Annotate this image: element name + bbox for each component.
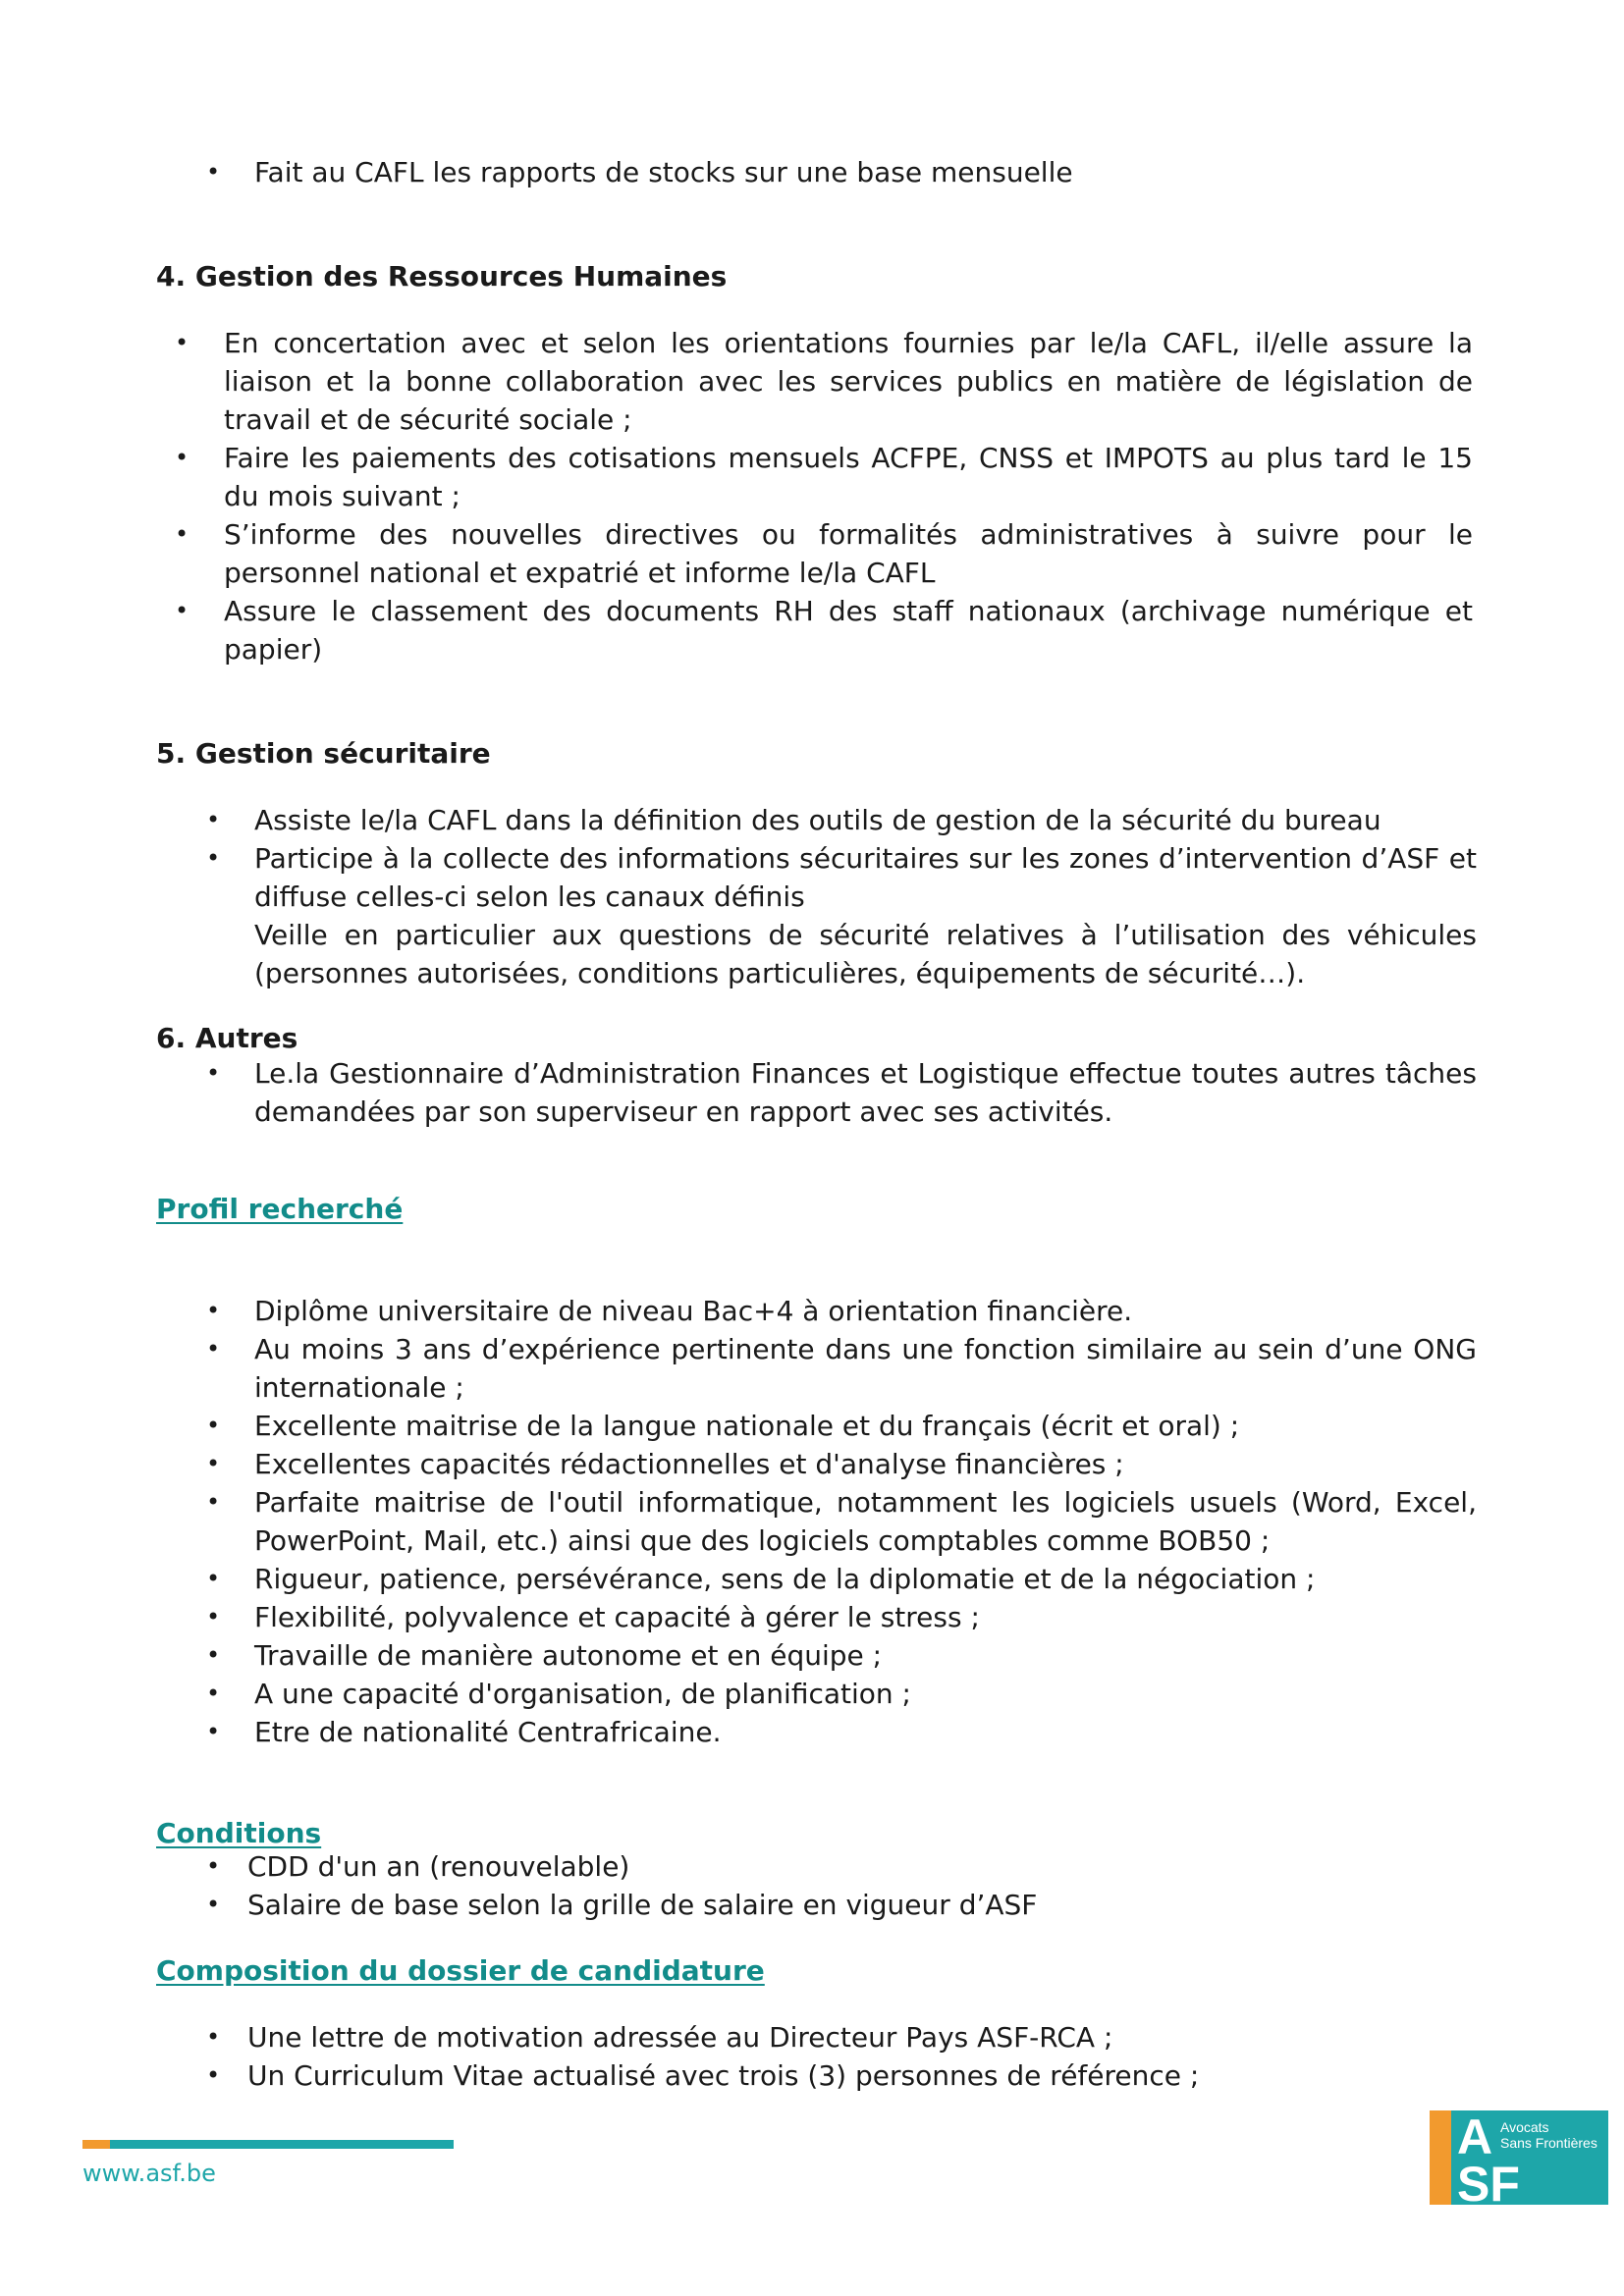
conditions-list [0, 1847, 1624, 1924]
list-item: • S’informe des nouvelles directives ou formalités administratives à suivre pour le personnel national et expatrié et informe le/la CAFL [0, 515, 1624, 592]
list-item: • Assure le classement des documents RH des staff nationaux (archivage numérique et papier) [0, 592, 1624, 668]
bullet-icon: • [206, 2023, 221, 2051]
bullet-icon: • [206, 1891, 221, 1918]
logo-sans-frontieres-text: Sans Frontières [1500, 2135, 1597, 2151]
list-item: • Diplôme universitaire de niveau Bac+4 à orientation financière. [0, 1292, 1624, 1330]
list-item: • Rigueur, patience, persévérance, sens de la diplomatie et de la négociation ; [0, 1560, 1624, 1598]
logo-avocats-text: Avocats [1500, 2119, 1549, 2135]
bullet-icon: • [206, 1852, 221, 1880]
bullet-icon: • [206, 1450, 221, 1477]
list-item: • Une lettre de motivation adressée au Directeur Pays ASF-RCA ; [0, 2018, 1624, 2056]
bullet-icon: • [206, 2061, 221, 2089]
list-item: • Excellentes capacités rédactionnelles et d'analyse financières ; [0, 1445, 1624, 1483]
list-item: • Fait au CAFL les rapports de stocks sur une base mensuelle [0, 153, 1624, 191]
list-item: • Excellente maitrise de la langue nationale et du français (écrit et oral) ; [0, 1407, 1624, 1445]
list-item: • Parfaite maitrise de l'outil informatique, notamment les logiciels usuels (Word, Excel, PowerPoint, Mail, etc.) ainsi que des logiciels comptables comme BOB50 ; [0, 1483, 1624, 1560]
bullet-icon: • [206, 1059, 221, 1087]
dossier-list [0, 2018, 1624, 2095]
bullet-icon: • [206, 1641, 221, 1669]
footer-bar-orange [82, 2140, 110, 2149]
bullet-icon: • [206, 1412, 221, 1439]
list-item: • En concertation avec et selon les orientations fournies par le/la CAFL, il/elle assure la liaison et la bonne collaboration avec les services publics en matière de législation de travail et de sécurité sociale ; [0, 324, 1624, 439]
bullet-icon: • [206, 1297, 221, 1324]
list-item-continuation: Veille en particulier aux questions de sécurité relatives à l’utilisation des véhicules (personnes autorisées, conditions particulières, équipements de sécurité…). [254, 919, 1477, 989]
bullet-icon: • [206, 844, 221, 872]
bullet-icon: • [175, 444, 189, 471]
stock-report-list [0, 153, 1624, 191]
list-item: • Travaille de manière autonome et en équipe ; [0, 1636, 1624, 1675]
footer-website-link[interactable]: www.asf.be [82, 2160, 216, 2187]
list-item: • Salaire de base selon la grille de salaire en vigueur d’ASF [0, 1886, 1624, 1924]
section-5-list [0, 801, 1624, 992]
list-item: • Assiste le/la CAFL dans la définition des outils de gestion de la sécurité du bureau [0, 801, 1624, 839]
bullet-icon: • [206, 1488, 221, 1516]
section-5-heading: 5. Gestion sécuritaire [156, 737, 491, 770]
section-6-heading: 6. Autres [156, 1022, 298, 1054]
section-4-heading: 4. Gestion des Ressources Humaines [156, 260, 728, 293]
profile-list [0, 1292, 1624, 1751]
list-item: • Flexibilité, polyvalence et capacité à gérer le stress ; [0, 1598, 1624, 1636]
list-item: • Participe à la collecte des informations sécuritaires sur les zones d’intervention d’ASF et diffuse celles-ci selon les canaux définis [0, 839, 1624, 916]
bullet-icon: • [175, 520, 189, 548]
section-6-list [0, 1054, 1624, 1131]
logo-letter-a: A [1457, 2110, 1493, 2164]
list-item: • A une capacité d'organisation, de planification ; [0, 1675, 1624, 1713]
list-item: • Le.la Gestionnaire d’Administration Finances et Logistique effectue toutes autres tâches demandées par son superviseur en rapport avec ses activités. [0, 1054, 1624, 1131]
bullet-icon: • [206, 1718, 221, 1745]
bullet-icon: • [206, 806, 221, 833]
bullet-icon: • [206, 158, 221, 186]
dossier-heading: Composition du dossier de candidature [156, 1954, 765, 1987]
list-item: • Etre de nationalité Centrafricaine. [0, 1713, 1624, 1751]
list-item: • CDD d'un an (renouvelable) [0, 1847, 1624, 1886]
bullet-icon: • [206, 1335, 221, 1362]
bullet-icon: • [206, 1565, 221, 1592]
bullet-icon: • [175, 329, 189, 356]
footer-color-bar [82, 2140, 454, 2149]
section-4-list [0, 324, 1624, 668]
bullet-icon: • [175, 597, 189, 624]
footer-bar-teal [110, 2140, 454, 2149]
bullet-icon: • [206, 1603, 221, 1630]
logo-letters-sf: SF [1457, 2157, 1520, 2205]
list-item: • Au moins 3 ans d’expérience pertinente dans une fonction similaire au sein d’une ONG internationale ; [0, 1330, 1624, 1407]
list-item: • Un Curriculum Vitae actualisé avec trois (3) personnes de référence ; [0, 2056, 1624, 2095]
list-item: • Faire les paiements des cotisations mensuels ACFPE, CNSS et IMPOTS au plus tard le 15 du mois suivant ; [0, 439, 1624, 515]
profile-heading: Profil recherché [156, 1193, 404, 1225]
bullet-icon: • [206, 1680, 221, 1707]
conditions-heading: Conditions [156, 1817, 322, 1849]
asf-logo [1430, 2110, 1608, 2205]
logo-orange-band [1430, 2110, 1451, 2205]
